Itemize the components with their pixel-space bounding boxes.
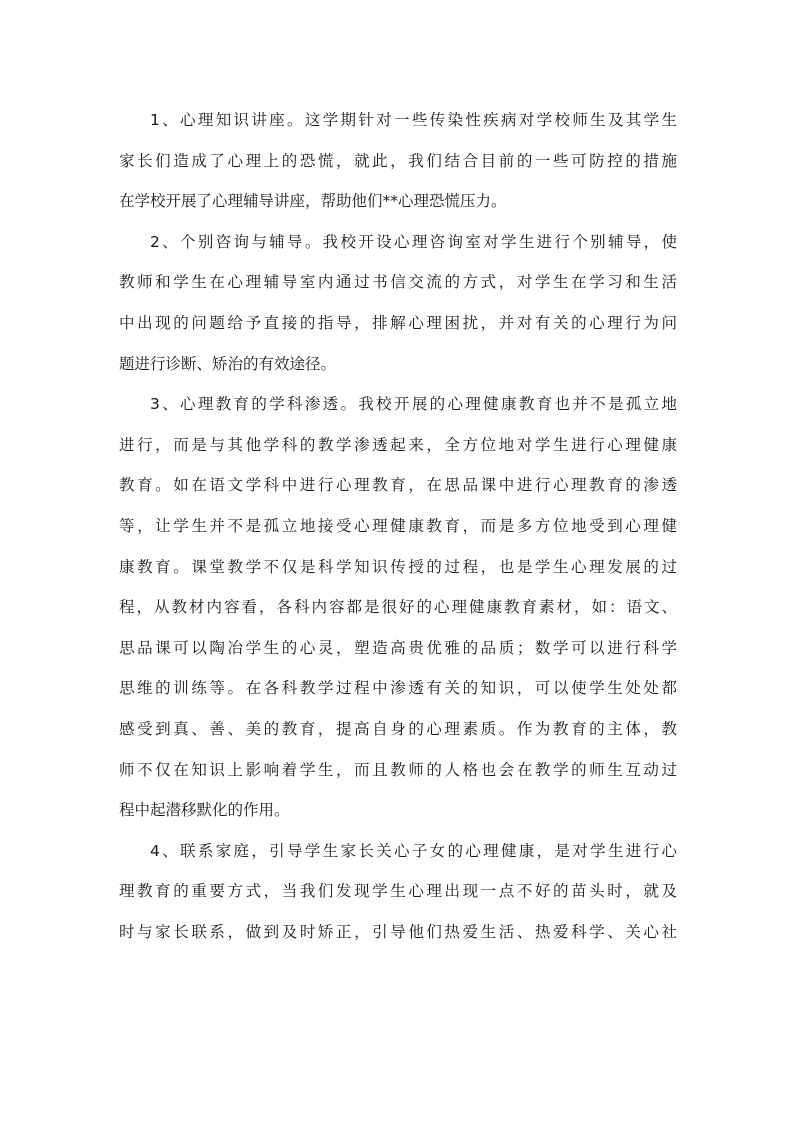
text-line: 教育。如在语文学科中进行心理教育，在思品课中进行心理教育的渗透 — [119, 476, 677, 495]
text-line: 中出现的问题给予直接的指导，排解心理困扰，并对有关的心理行为问 — [119, 313, 677, 332]
text-line: 感受到真、善、美的教育，提高自身的心理素质。作为教育的主体，教 — [119, 719, 677, 738]
text-line: 理教育的重要方式，当我们发现学生心理出现一点不好的苗头时，就及 — [119, 882, 677, 901]
paragraph-3 — [119, 384, 677, 831]
text-line: 教师和学生在心理辅导室内通过书信交流的方式，对学生在学习和生活 — [119, 273, 677, 292]
text-line: 家长们造成了心理上的恐慌，就此，我们结合目前的一些可防控的措施 — [119, 151, 677, 170]
text-line: 3、心理教育的学科渗透。我校开展的心理健康教育也并不是孤立地 — [150, 395, 677, 414]
text-line: 程中起潜移默化的作用。 — [119, 801, 290, 820]
text-line: 等，让学生并不是孤立地接受心理健康教育，而是多方位地受到心理健 — [119, 516, 677, 535]
text-line: 2、个别咨询与辅导。我校开设心理咨询室对学生进行个别辅导，使 — [150, 232, 677, 251]
text-line: 在学校开展了心理辅导讲座，帮助他们**心理恐慌压力。 — [119, 192, 507, 211]
text-line: 思品课可以陶冶学生的心灵，塑造高贵优雅的品质；数学可以进行科学 — [119, 638, 677, 657]
text-line: 思维的训练等。在各科教学过程中渗透有关的知识，可以使学生处处都 — [119, 679, 677, 698]
document-body — [119, 100, 677, 952]
text-line: 4、联系家庭，引导学生家长关心子女的心理健康，是对学生进行心 — [150, 841, 677, 860]
text-line: 师不仅在知识上影响着学生，而且教师的人格也会在教学的师生互动过 — [119, 760, 677, 779]
text-line: 进行，而是与其他学科的教学渗透起来，全方位地对学生进行心理健康 — [119, 435, 677, 454]
text-line: 时与家长联系，做到及时矫正，引导他们热爱生活、热爱科学、关心社 — [119, 922, 677, 941]
text-line: 1、心理知识讲座。这学期针对一些传染性疾病对学校师生及其学生 — [150, 111, 677, 129]
paragraph-2 — [119, 222, 677, 384]
paragraph-4 — [119, 831, 677, 953]
paragraph-1 — [119, 100, 677, 222]
text-line: 程，从教材内容看，各科内容都是很好的心理健康教育素材，如：语文、 — [119, 598, 677, 617]
text-line: 康教育。课堂教学不仅是科学知识传授的过程，也是学生心理发展的过 — [119, 557, 677, 576]
text-line: 题进行诊断、矫治的有效途径。 — [119, 354, 337, 373]
